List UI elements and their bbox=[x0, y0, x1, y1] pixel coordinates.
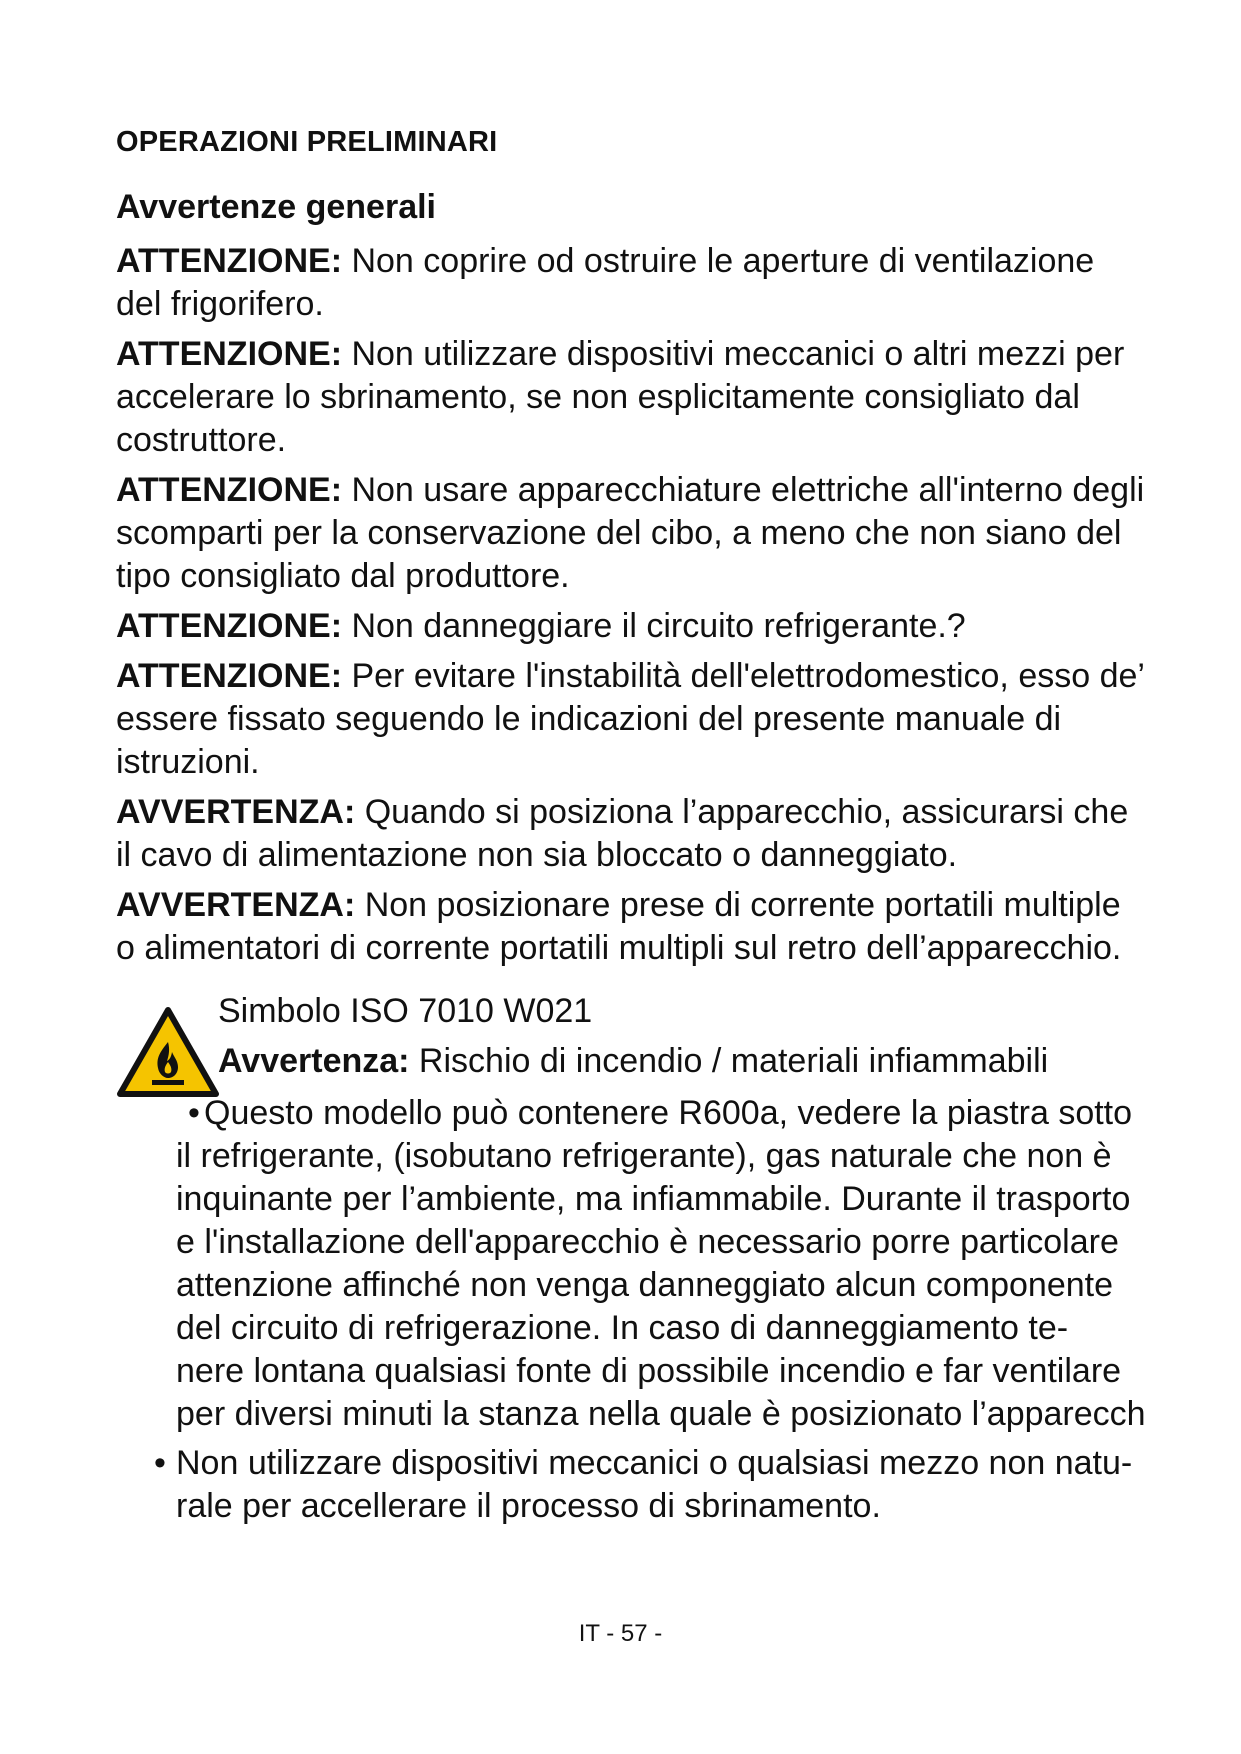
warning-text: Per evitare l'instabilità dell'elettrodomestico, esso de’ bbox=[342, 657, 1145, 695]
warning-text: Non utilizzare dispositivi meccanici o altri mezzi per bbox=[342, 335, 1125, 373]
bullet-text: del circuito di refrigerazione. In caso di danneggiamento te- bbox=[176, 1309, 1069, 1347]
warning-item bbox=[116, 469, 1216, 598]
warning-item bbox=[116, 333, 1216, 462]
subsection-title: Avvertenze generali bbox=[116, 188, 436, 226]
warning-label: AVVERTENZA: bbox=[116, 886, 356, 924]
warning-item bbox=[116, 884, 1216, 970]
symbol-warning bbox=[218, 1042, 1048, 1081]
warnings-list bbox=[116, 240, 1216, 977]
bullet-text: rale per accellerare il processo di sbrinamento. bbox=[176, 1487, 881, 1525]
iso-symbol-block bbox=[116, 992, 1226, 1092]
warning-text: Non coprire od ostruire le aperture di ventilazione bbox=[342, 242, 1095, 280]
bullet-text: attenzione affinché non venga danneggiato alcun componente bbox=[176, 1266, 1114, 1304]
warning-label: ATTENZIONE: bbox=[116, 335, 343, 373]
bullet-text: inquinante per l’ambiente, ma infiammabile. Durante il trasporto bbox=[176, 1180, 1131, 1218]
warning-text: accelerare lo sbrinamento, se non esplicitamente consigliato dal bbox=[116, 378, 1080, 416]
warning-text: Non danneggiare il circuito refrigerante.? bbox=[342, 607, 966, 645]
bullet-text: per diversi minuti la stanza nella quale è posizionato l’apparecch bbox=[176, 1395, 1146, 1433]
warning-text: scomparti per la conservazione del cibo, a meno che non siano del bbox=[116, 514, 1122, 552]
warning-text: Quando si posiziona l’apparecchio, assicurarsi che bbox=[355, 793, 1129, 831]
section-title: OPERAZIONI PRELIMINARI bbox=[116, 126, 498, 158]
bullet-text: nere lontana qualsiasi fonte di possibile incendio e far ventilare bbox=[176, 1352, 1122, 1390]
bullet-item bbox=[116, 1442, 1226, 1528]
bullet-text: e l'installazione dell'apparecchio è necessario porre particolare bbox=[176, 1223, 1119, 1261]
warning-text: del frigorifero. bbox=[116, 285, 324, 323]
bullet-dot: • bbox=[154, 1444, 166, 1482]
warning-item bbox=[116, 655, 1216, 784]
warning-label: AVVERTENZA: bbox=[116, 793, 356, 831]
symbol-warning-label: Avvertenza: bbox=[218, 1042, 410, 1080]
warning-text: essere fissato seguendo le indicazioni del presente manuale di bbox=[116, 700, 1062, 738]
symbol-warning-text: Rischio di incendio / materiali infiammabili bbox=[409, 1042, 1049, 1080]
bullet-text: Questo modello può contenere R600a, vedere la piastra sotto bbox=[204, 1094, 1133, 1132]
warning-text: il cavo di alimentazione non sia bloccato o danneggiato. bbox=[116, 836, 958, 874]
bullet-text: il refrigerante, (isobutano refrigerante), gas naturale che non è bbox=[176, 1137, 1112, 1175]
warning-text: tipo consigliato dal produttore. bbox=[116, 557, 570, 595]
iso-symbol-code: Simbolo ISO 7010 W021 bbox=[218, 992, 593, 1030]
bullet-item bbox=[116, 1092, 1226, 1436]
bullet-text: Non utilizzare dispositivi meccanici o qualsiasi mezzo non natu- bbox=[176, 1444, 1133, 1482]
warning-label: ATTENZIONE: bbox=[116, 242, 343, 280]
warning-item bbox=[116, 605, 1216, 648]
warning-text: o alimentatori di corrente portatili multipli sul retro dell’apparecchio. bbox=[116, 929, 1122, 967]
page-number: IT - 57 - bbox=[578, 1620, 663, 1647]
warning-item bbox=[116, 240, 1216, 326]
warning-label: ATTENZIONE: bbox=[116, 471, 343, 509]
bullet-dot: • bbox=[188, 1094, 200, 1132]
bullet-list bbox=[116, 1092, 1226, 1534]
warning-label: ATTENZIONE: bbox=[116, 607, 343, 645]
warning-text: Non usare apparecchiature elettriche all'interno degli bbox=[342, 471, 1145, 509]
warning-label: ATTENZIONE: bbox=[116, 657, 343, 695]
warning-item bbox=[116, 791, 1216, 877]
warning-text: costruttore. bbox=[116, 421, 287, 459]
warning-text: Non posizionare prese di corrente portatili multiple bbox=[355, 886, 1121, 924]
flammable-warning-icon bbox=[116, 1006, 220, 1098]
warning-text: istruzioni. bbox=[116, 743, 260, 781]
